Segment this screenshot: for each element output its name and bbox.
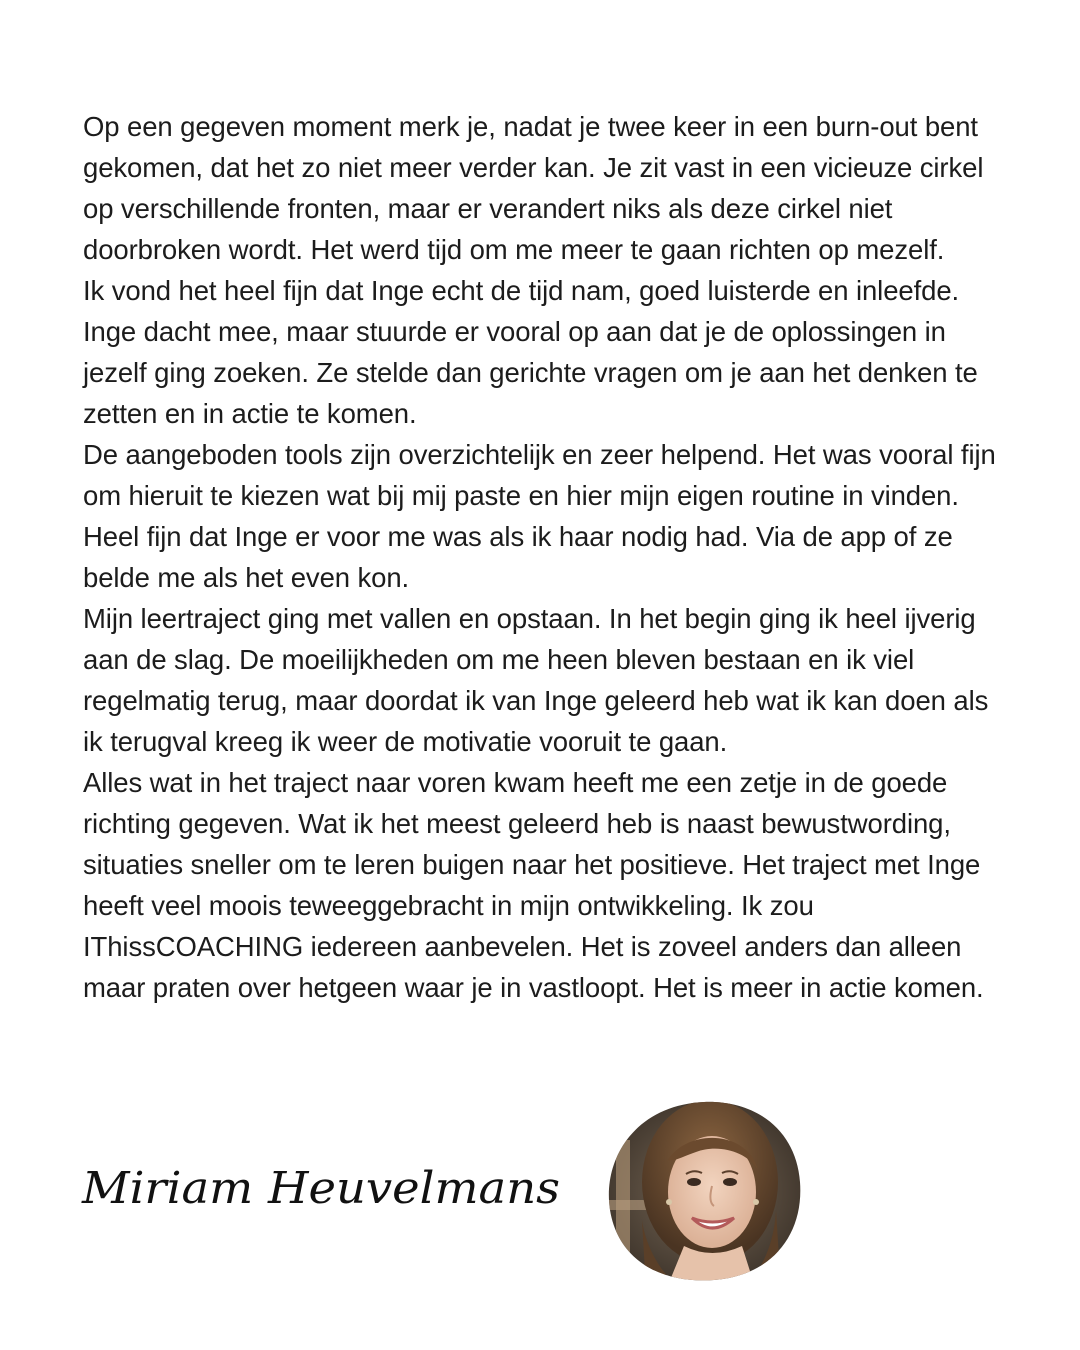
signature [82, 1145, 582, 1235]
testimonial-paragraph-1: Op een gegeven moment merk je, nadat je twee keer in een burn-out bent gekomen, dat het zo niet meer verder kan. Je zit vast in een vicieuze cirkel op verschillende fronten, maar er verandert niks als deze cirkel niet doorbroken wordt. Het werd tijd om me meer te gaan richten op mezelf. [83, 111, 984, 265]
testimonial-text [83, 106, 1003, 1008]
signature-name: Miriam Heuvelmans [80, 1163, 560, 1214]
testimonial-paragraph-3: De aangeboden tools zijn overzichtelijk en zeer helpend. Het was vooral fijn om hieruit te kiezen wat bij mij paste en hier mijn eigen routine in vinden. Heel fijn dat Inge er voor me was als ik haar nodig had. Via de app of ze belde me als het even kon. [83, 439, 996, 593]
portrait-image [606, 1100, 802, 1282]
avatar-photo [606, 1100, 802, 1282]
testimonial-paragraph-5: Alles wat in het traject naar voren kwam heeft me een zetje in de goede richting gegeven. Wat ik het meest geleerd heb is naast bewustwording, situaties sneller om te leren buigen naar het positieve. Het traject met Inge heeft veel moois teweeggebracht in mijn ontwikkeling. Ik zou IThissCOACHING iedereen aanbevelen. Het is zoveel anders dan alleen maar praten over hetgeen waar je in vastloopt. Het is meer in actie komen. [83, 767, 984, 1003]
signature-graphic [82, 1145, 582, 1235]
testimonial-paragraph-2: Ik vond het heel fijn dat Inge echt de tijd nam, goed luisterde en inleefde. Inge dacht mee, maar stuurde er vooral op aan dat je de oplossingen in jezelf ging zoeken. Ze stelde dan gerichte vragen om je aan het denken te zetten en in actie te komen. [83, 275, 978, 429]
testimonial-paragraph-4: Mijn leertraject ging met vallen en opstaan. In het begin ging ik heel ijverig aan de slag. De moeilijkheden om me heen bleven bestaan en ik viel regelmatig terug, maar doordat ik van Inge geleerd heb wat ik kan doen als ik terugval kreeg ik weer de motivatie vooruit te gaan. [83, 603, 989, 757]
